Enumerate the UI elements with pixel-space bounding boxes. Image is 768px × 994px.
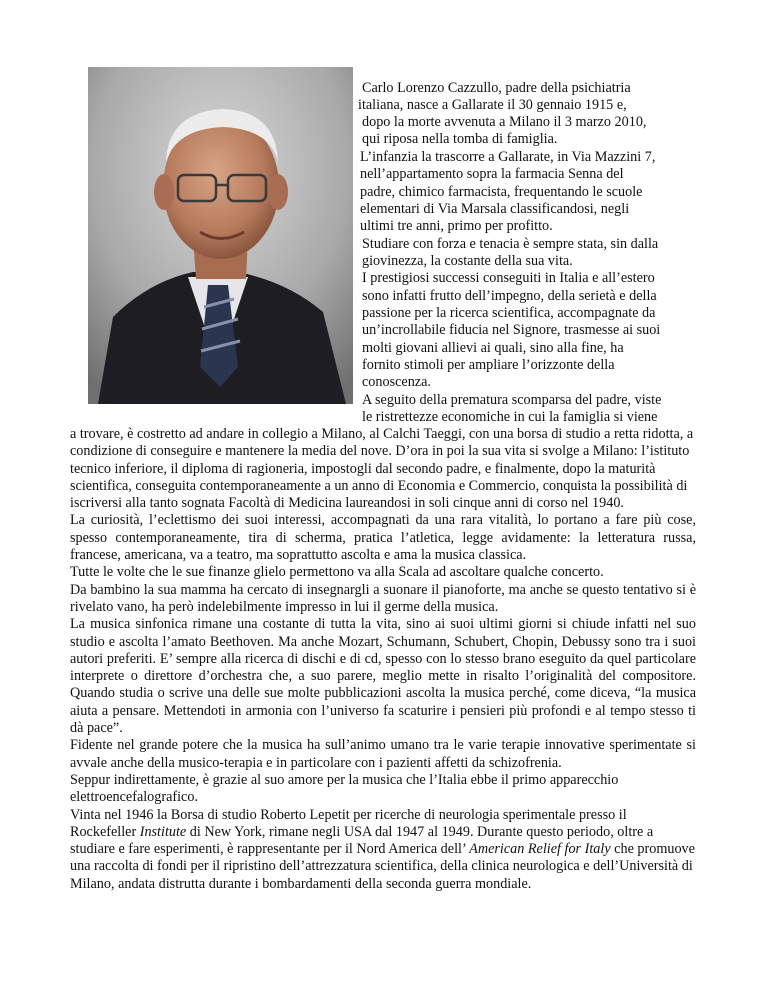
text-line: A seguito della prematura scomparsa del padre, viste — [362, 392, 662, 408]
text-line: Studiare con forza e tenacia è sempre stata, sin dalla — [362, 236, 659, 252]
italic-institute: Institute — [139, 823, 187, 840]
italic-american-relief: American Relief for Italy — [469, 841, 611, 858]
text-line: L’infanzia la trascorre a Gallarate, in Via Mazzini 7, — [360, 149, 656, 165]
text-line: molti giovani allievi ai quali, sino alla fine, ha — [362, 340, 624, 356]
paragraph-pianoforte: Da bambino la sua mamma ha cercato di insegnargli a suonare il pianoforte, ma anche se questo tentativo si è rivelato vano, ha però indelebilmente impresso in lui il germe della musica. — [70, 581, 696, 615]
paragraph-curiosita: La curiosità, l’eclettismo dei suoi interessi, accompagnati da una rara vitalità, lo portano a fare più cose, spesso contemporaneamente, tira di scherma, pratica l’atletica, legge avidamente: la letteratura russa, francese, americana, va a teatro, ma soprattutto ascolta e ama la musica classica. — [70, 512, 696, 564]
text-span: che promuove una raccolta di fondi per il ripristino dell’attrezzatura scientifica, della clinica neurologica e dell’Università di Milano, andata distrutta durante i bombardamenti della seconda guerra mondiale. — [70, 841, 695, 892]
text-line: italiana, nasce a Gallarate il 30 gennaio 1915 e, — [358, 97, 627, 113]
text-line: I prestigiosi successi conseguiti in Italia e all’estero — [362, 270, 655, 286]
portrait-illustration — [88, 67, 353, 404]
text-line: le ristrettezze economiche in cui la famiglia si viene — [362, 409, 658, 425]
paragraph-collegio: a trovare, è costretto ad andare in collegio a Milano, al Calchi Taeggi, con una borsa di studio a retta ridotta, a condizione di conseguire e mantenere la media del nove. D’ora in poi la sua vita si svolge a Milano: l’istituto tecnico inferiore, il diploma di ragioneria, impostogli dal secondo padre, e finalmente, dopo la maturità scientifica, conseguita contemporaneamente a un anno di Economia e Commercio, conquista la possibilità di iscriversi alla tanto sognata Facoltà di Medicina laureandosi in soli cinque anni di corso nel 1940. — [70, 426, 694, 512]
text-line: sono infatti frutto dell’impegno, della serietà e della — [362, 288, 657, 304]
text-line: giovinezza, la costante della sua vita. — [362, 253, 573, 269]
text-span: Vinta nel 1946 la Borsa di studio Roberto Lepetit per ricerche di neurologia sperimentale presso il Rockefeller — [70, 806, 627, 840]
text-line: un’incrollabile fiducia nel Signore, trasmesse ai suoi — [362, 322, 661, 338]
text-line: fornito stimoli per ampliare l’orizzonte della — [362, 357, 615, 373]
text-line: passione per la ricerca scientifica, accompagnate da — [362, 305, 656, 321]
text-line: nell’appartamento sopra la farmacia Senna del — [360, 166, 624, 182]
paragraph-scala: Tutte le volte che le sue finanze glielo permettono va alla Scala ad ascoltare qualche concerto. — [70, 564, 604, 581]
portrait-photo — [88, 67, 353, 404]
paragraph-rockefeller — [70, 807, 696, 893]
text-line: elementari di Via Marsala classificandosi, negli — [360, 201, 630, 217]
text-span: di New York, rimane negli USA dal 1947 al 1949. Durante questo periodo, oltre a studiare e fare esperimenti, è rappresentante per il Nord America dell’ — [70, 823, 654, 858]
text-line: ultimi tre anni, primo per profitto. — [360, 218, 553, 234]
paragraph-musica-sinfonica: La musica sinfonica rimane una costante di tutta la vita, sino ai suoi ultimi giorni si chiude infatti nel suo studio e ascolta l’amato Beethoven. Ma anche Mozart, Schumann, Schubert, Chopin, Debussy sono tra i suoi autori preferiti. E’ sempre alla ricerca di dischi e di cd, spesso con lo stesso brano eseguito da quel particolare interprete o direttore d’orchestra che, a suo parere, meglio mette in risalto l’originalità del compositore. Quando studia o scrive una delle sue molte pubblicazioni ascolta la musica perché, come diceva, “la musica aiuta a pensare. Mettendoti in armonia con l’universo fa scaturire i pensieri più profondi e al tempo stesso ti dà pace”. — [70, 616, 696, 737]
text-line: Carlo Lorenzo Cazzullo, padre della psichiatria — [362, 80, 631, 96]
body-text — [70, 426, 696, 893]
text-line: padre, chimico farmacista, frequentando le scuole — [360, 184, 643, 200]
text-line: conoscenza. — [362, 374, 431, 390]
text-line: dopo la morte avvenuta a Milano il 3 marzo 2010, — [362, 114, 647, 130]
paragraph-musicoterapia: Fidente nel grande potere che la musica ha sull’animo umano tra le varie terapie innovative sperimentate si avvale anche della musico-terapia e in particolare con i pazienti affetti da schizofrenia. — [70, 737, 696, 771]
text-line: qui riposa nella tomba di famiglia. — [362, 131, 558, 147]
paragraph-elettroencefalografo: Seppur indirettamente, è grazie al suo amore per la musica che l’Italia ebbe il primo apparecchio elettroencefalografico. — [70, 771, 619, 806]
